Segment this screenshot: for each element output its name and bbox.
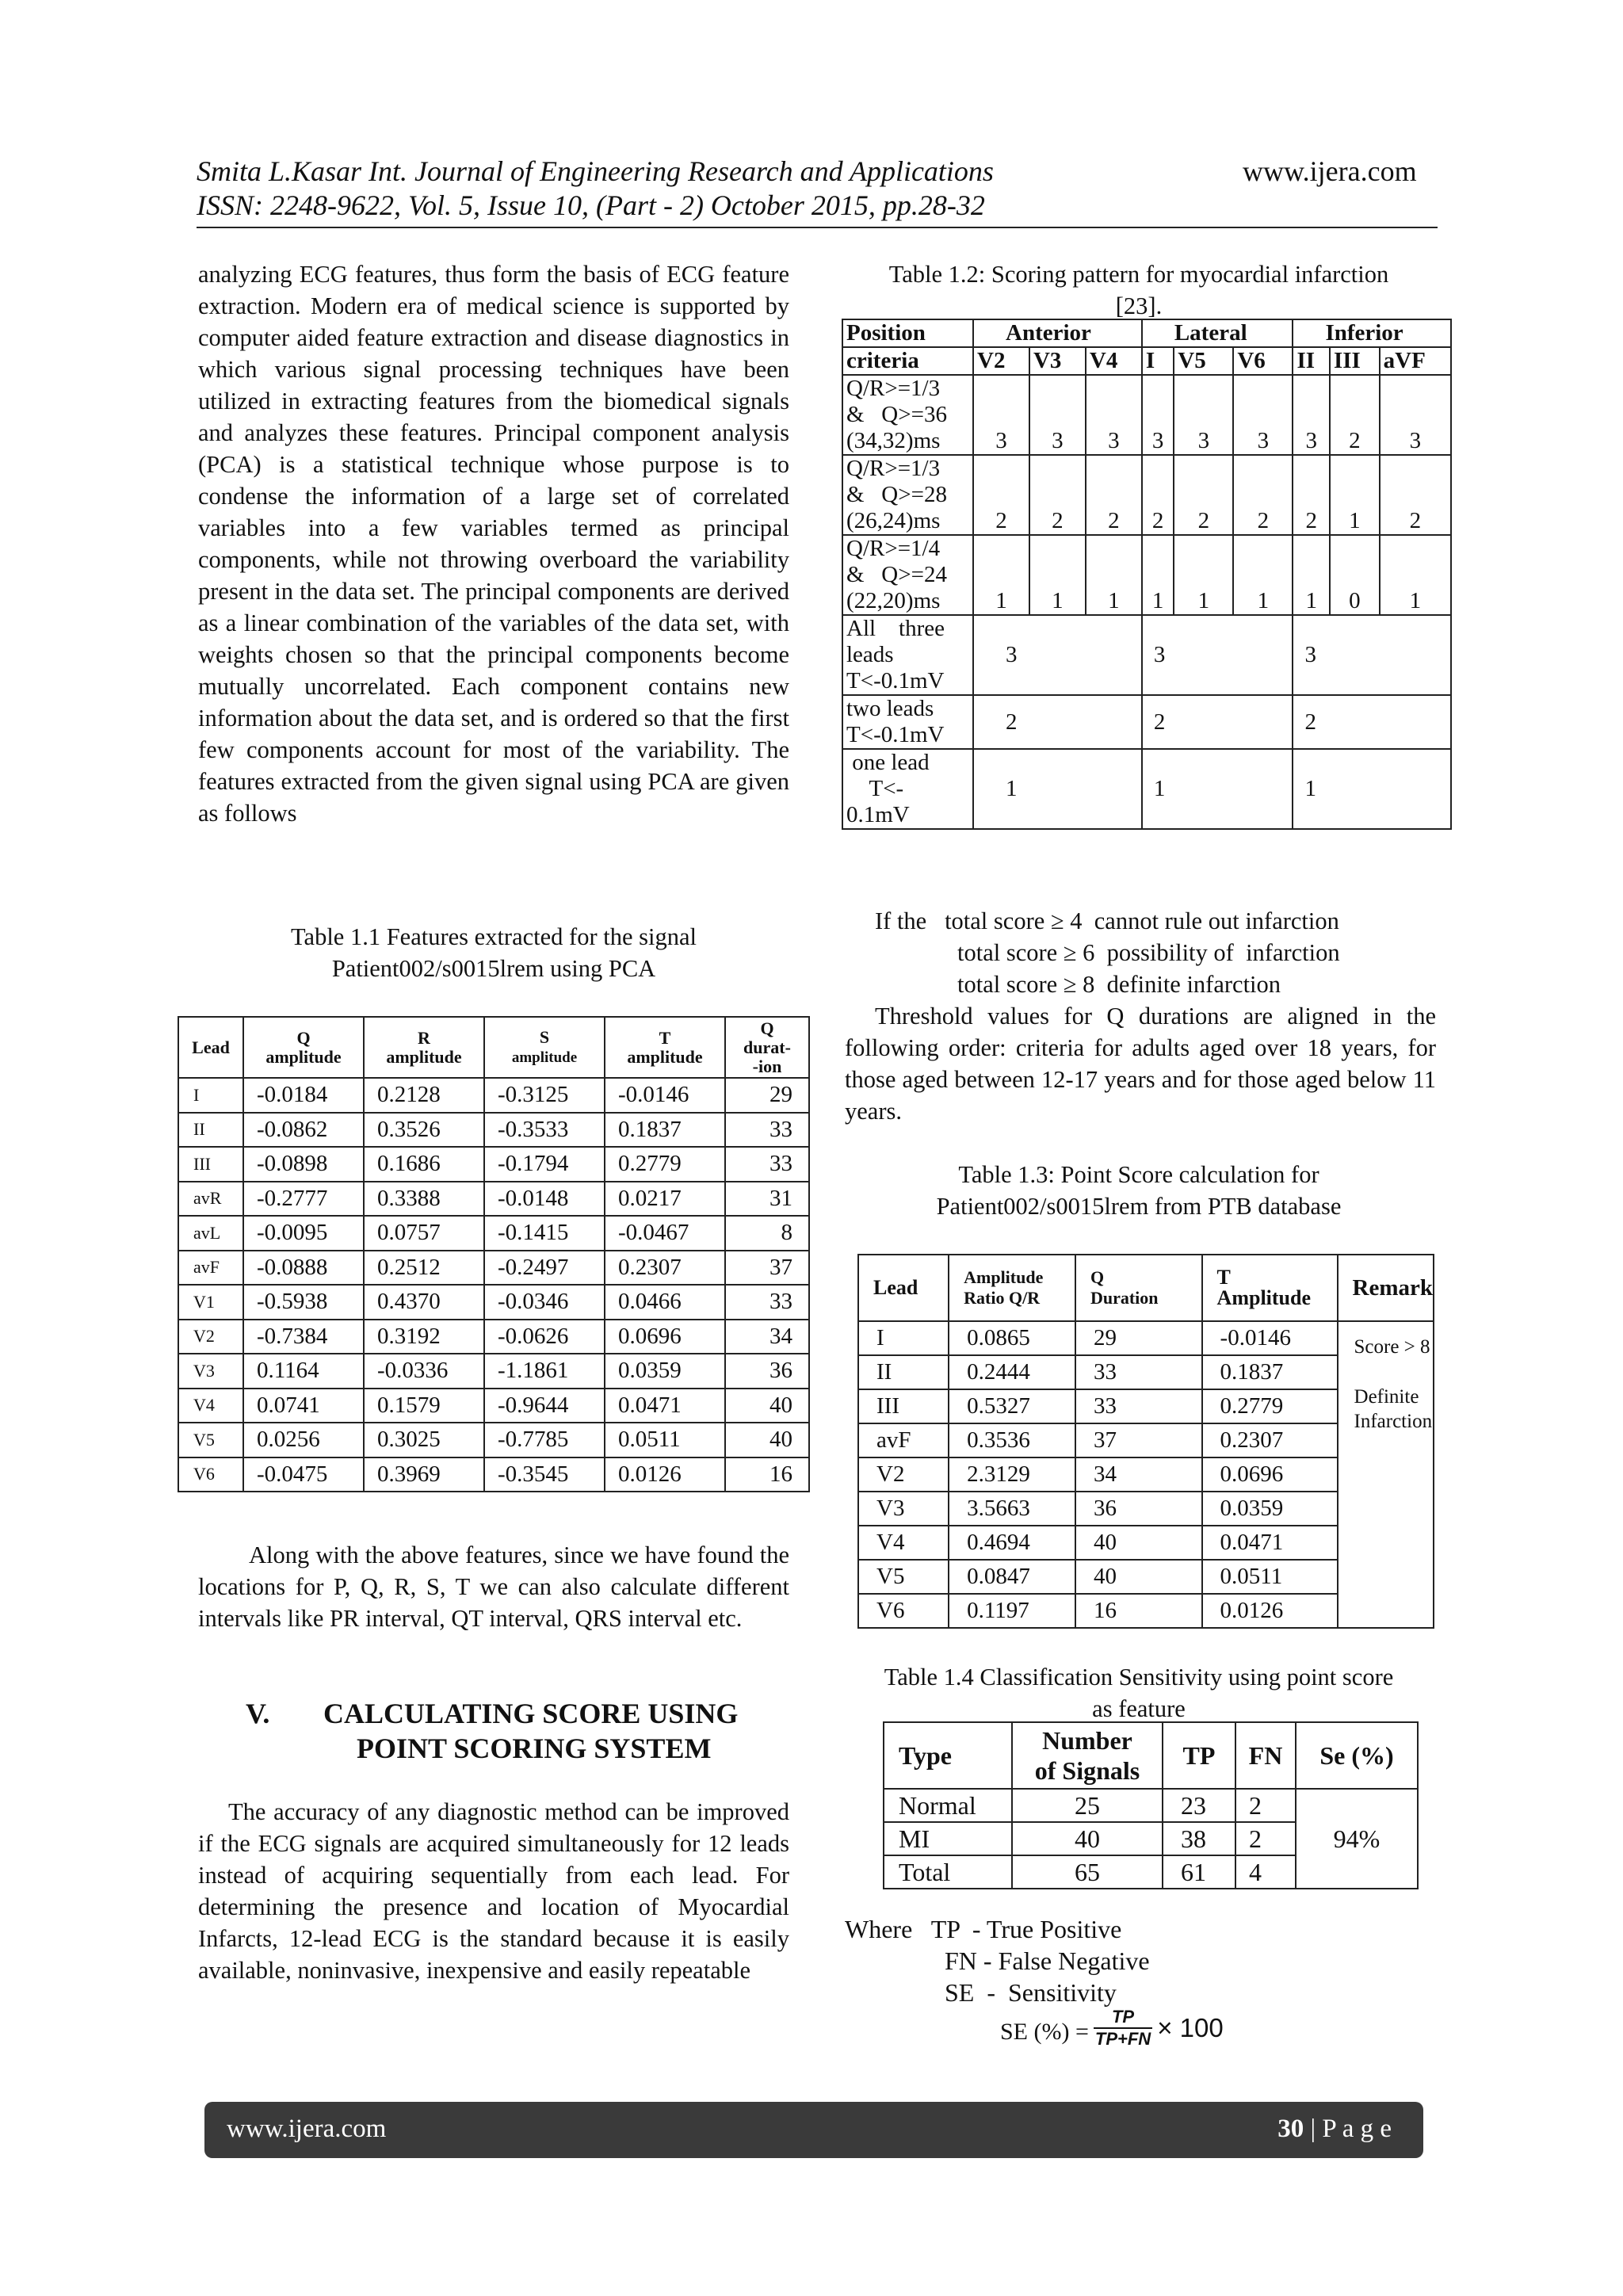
table-row: All three leads T<-0.1mV 3 3 3 bbox=[842, 615, 1451, 695]
se-formula: SE (%) = $\frac{TP}{TP+FN}$ × 100 bbox=[1000, 2007, 1224, 2049]
table-row: V4 0.4694 40 0.0471 bbox=[858, 1526, 1434, 1560]
section-number: V. bbox=[246, 1698, 270, 1729]
group-anterior: Anterior bbox=[973, 319, 1142, 347]
footer-url[interactable]: www.ijera.com bbox=[227, 2115, 387, 2143]
legend-fn: FN - False Negative bbox=[945, 1946, 1150, 1975]
table-row: V6 0.1197 16 0.0126 bbox=[858, 1594, 1434, 1628]
table-row: MI 40 38 2 bbox=[884, 1822, 1418, 1855]
score-line-3: total score ≥ 8 definite infarction bbox=[957, 971, 1281, 998]
table-header-row bbox=[842, 347, 1451, 375]
table-row: Normal 25 23 2 94% bbox=[884, 1789, 1418, 1822]
col-r-amplitude: R amplitude bbox=[364, 1017, 484, 1078]
table11-caption: Table 1.1 Features extracted for the signal Patient002/s0015lrem using PCA bbox=[291, 923, 697, 982]
table-row: Q/R>=1/3 & Q>=28 (26,24)ms 2 2 2 2 2 2 2 1 2 bbox=[842, 455, 1451, 535]
legend-se: SE - Sensitivity bbox=[945, 1978, 1117, 2007]
table-header-row bbox=[178, 1017, 809, 1078]
group-lateral: Lateral bbox=[1142, 319, 1293, 347]
table-row: III -0.0898 0.1686 -0.1794 0.2779 33 bbox=[178, 1147, 809, 1182]
group-inferior: Inferior bbox=[1293, 319, 1451, 347]
lead-v5: V5 bbox=[1174, 347, 1233, 375]
lead-iii: III bbox=[1330, 347, 1380, 375]
table-classification-sensitivity bbox=[883, 1721, 1419, 1889]
table-row: Q/R>=1/3 & Q>=36 (34,32)ms 3 3 3 3 3 3 3 2 3 bbox=[842, 375, 1451, 455]
table-row: two leads T<-0.1mV 2 2 2 bbox=[842, 695, 1451, 749]
section-title-line2: POINT SCORING SYSTEM bbox=[357, 1733, 712, 1764]
col-criteria: criteria bbox=[842, 347, 973, 375]
col-q-amplitude: Q amplitude bbox=[243, 1017, 364, 1078]
table-row: V4 0.0741 0.1579 -0.9644 0.0471 40 bbox=[178, 1389, 809, 1423]
col-lead: Lead bbox=[858, 1255, 949, 1321]
col-position: Position bbox=[842, 319, 973, 347]
col-q-duration: Q durat- -ion bbox=[725, 1017, 809, 1078]
table-row: Total 65 61 4 bbox=[884, 1855, 1418, 1889]
lead-avf: aVF bbox=[1380, 347, 1451, 375]
page-number: 30 | P a g e bbox=[1277, 2115, 1392, 2143]
col-amplitude-ratio: Amplitude Ratio Q/R bbox=[949, 1255, 1075, 1321]
header-rule bbox=[197, 227, 1438, 228]
table-row: one lead T<- 0.1mV 1 1 1 bbox=[842, 749, 1451, 829]
section-title-line1: CALCULATING SCORE USING bbox=[323, 1698, 739, 1729]
table-row: Q/R>=1/4 & Q>=24 (22,20)ms 1 1 1 1 1 1 1 0 1 bbox=[842, 535, 1451, 615]
table-header-row bbox=[858, 1255, 1434, 1321]
table-row: V6 -0.0475 0.3969 -0.3545 0.0126 16 bbox=[178, 1457, 809, 1492]
table-header-row bbox=[884, 1722, 1418, 1789]
col-fn: FN bbox=[1235, 1722, 1296, 1789]
table-row: II 0.2444 33 0.1837 bbox=[858, 1355, 1434, 1389]
table-row: V2 -0.7384 0.3192 -0.0626 0.0696 34 bbox=[178, 1320, 809, 1354]
table-row: V1 -0.5938 0.4370 -0.0346 0.0466 33 bbox=[178, 1285, 809, 1320]
page-footer bbox=[204, 2102, 1423, 2158]
lead-v3: V3 bbox=[1029, 347, 1086, 375]
legend-tp: Where TP - True Positive bbox=[845, 1915, 1122, 1943]
table-row: I 0.0865 29 -0.0146 Score > 8 Definite Infarction bbox=[858, 1321, 1434, 1355]
header-url[interactable]: www.ijera.com bbox=[1243, 155, 1417, 187]
table-row: V5 0.0847 40 0.0511 bbox=[858, 1560, 1434, 1594]
col-lead: Lead bbox=[178, 1017, 243, 1078]
table-point-score bbox=[857, 1254, 1434, 1629]
table-scoring-pattern bbox=[842, 319, 1452, 830]
col-se: Se (%) bbox=[1296, 1722, 1418, 1789]
score-line-1: If the total score ≥ 4 cannot rule out infarction bbox=[875, 907, 1339, 934]
paragraph-intervals: Along with the above features, since we have found the locations for P, Q, R, S, T we can also calculate different intervals like PR interval, QT interval, QRS interval etc. bbox=[198, 1541, 789, 1632]
col-t-amplitude: T Amplitude bbox=[1202, 1255, 1338, 1321]
table-row: V3 3.5663 36 0.0359 bbox=[858, 1492, 1434, 1526]
lead-v4: V4 bbox=[1086, 347, 1142, 375]
table-row: avR -0.2777 0.3388 -0.0148 0.0217 31 bbox=[178, 1182, 809, 1217]
lead-v6: V6 bbox=[1233, 347, 1293, 375]
table-header-row bbox=[842, 319, 1451, 347]
table-row: V3 0.1164 -0.0336 -1.1861 0.0359 36 bbox=[178, 1354, 809, 1389]
se-value: 94% bbox=[1296, 1789, 1418, 1889]
lead-v2: V2 bbox=[973, 347, 1029, 375]
issn-line: ISSN: 2248-9622, Vol. 5, Issue 10, (Part - 2) October 2015, pp.28-32 bbox=[197, 189, 985, 221]
table-row: V5 0.0256 0.3025 -0.7785 0.0511 40 bbox=[178, 1423, 809, 1457]
paragraph-accuracy: The accuracy of any diagnostic method can be improved if the ECG signals are acquired simultaneously for 12 leads instead of acquiring sequentially from each lead. For determining the presence and location of Myocardial Infarcts, 12-lead ECG is the standard because it is easily available, noninvasive, inexpensive and easily repeatable bbox=[198, 1798, 789, 1984]
lead-ii: II bbox=[1293, 347, 1330, 375]
table12-caption: Table 1.2: Scoring pattern for myocardial infarction [23]. bbox=[888, 261, 1389, 319]
paragraph-threshold: Threshold values for Q durations are aligned in the following order: criteria for adults aged over 18 years, for those aged between 12-17 years and for those aged below 11 years. bbox=[845, 1003, 1436, 1125]
score-line-2: total score ≥ 6 possibility of infarction bbox=[957, 939, 1340, 966]
table-row: avL -0.0095 0.0757 -0.1415 -0.0467 8 bbox=[178, 1216, 809, 1251]
table-row: avF -0.0888 0.2512 -0.2497 0.2307 37 bbox=[178, 1251, 809, 1286]
table-features-pca bbox=[178, 1016, 810, 1492]
paragraph-pca: analyzing ECG features, thus form the basis of ECG feature extraction. Modern era of medical science is supported by computer aided feature extraction and disease diagnostics in which various signal processing techniques have been utilized in extracting features from the biomedical signals and analyzes these features. Principal component analysis (PCA) is a statistical technique whose purpose is to condense the information of a large set of correlated variables into a few variables termed as principal components, while not throwing overboard the variability present in the data set. The principal components are derived as a linear combination of the variables of the data set, with weights chosen so that the principal components become mutually uncorrelated. Each component contains new information about the data set, and is ordered so that the first few components account for most of the variability. The features extracted from the given signal using PCA are given as follows bbox=[198, 261, 789, 827]
table-row: avF 0.3536 37 0.2307 bbox=[858, 1423, 1434, 1457]
col-type: Type bbox=[884, 1722, 1012, 1789]
journal-title: Smita L.Kasar Int. Journal of Engineering Research and Applications bbox=[197, 155, 994, 187]
table14-caption: Table 1.4 Classification Sensitivity using point score as feature bbox=[884, 1664, 1394, 1722]
table-row: II -0.0862 0.3526 -0.3533 0.1837 33 bbox=[178, 1113, 809, 1148]
table13-caption: Table 1.3: Point Score calculation for Patient002/s0015lrem from PTB database bbox=[936, 1161, 1342, 1220]
col-s-amplitude: S amplitude bbox=[484, 1017, 605, 1078]
table-row: III 0.5327 33 0.2779 bbox=[858, 1389, 1434, 1423]
table-row: V2 2.3129 34 0.0696 bbox=[858, 1457, 1434, 1492]
remark-cell: Score > 8 Definite Infarction bbox=[1338, 1321, 1434, 1628]
col-remark: Remark bbox=[1338, 1255, 1434, 1321]
col-q-duration: Q Duration bbox=[1075, 1255, 1202, 1321]
table-row: I -0.0184 0.2128 -0.3125 -0.0146 29 bbox=[178, 1078, 809, 1113]
lead-i: I bbox=[1142, 347, 1174, 375]
col-tp: TP bbox=[1163, 1722, 1235, 1789]
col-t-amplitude: T amplitude bbox=[605, 1017, 725, 1078]
col-number-of-signals: Number of Signals bbox=[1012, 1722, 1163, 1789]
